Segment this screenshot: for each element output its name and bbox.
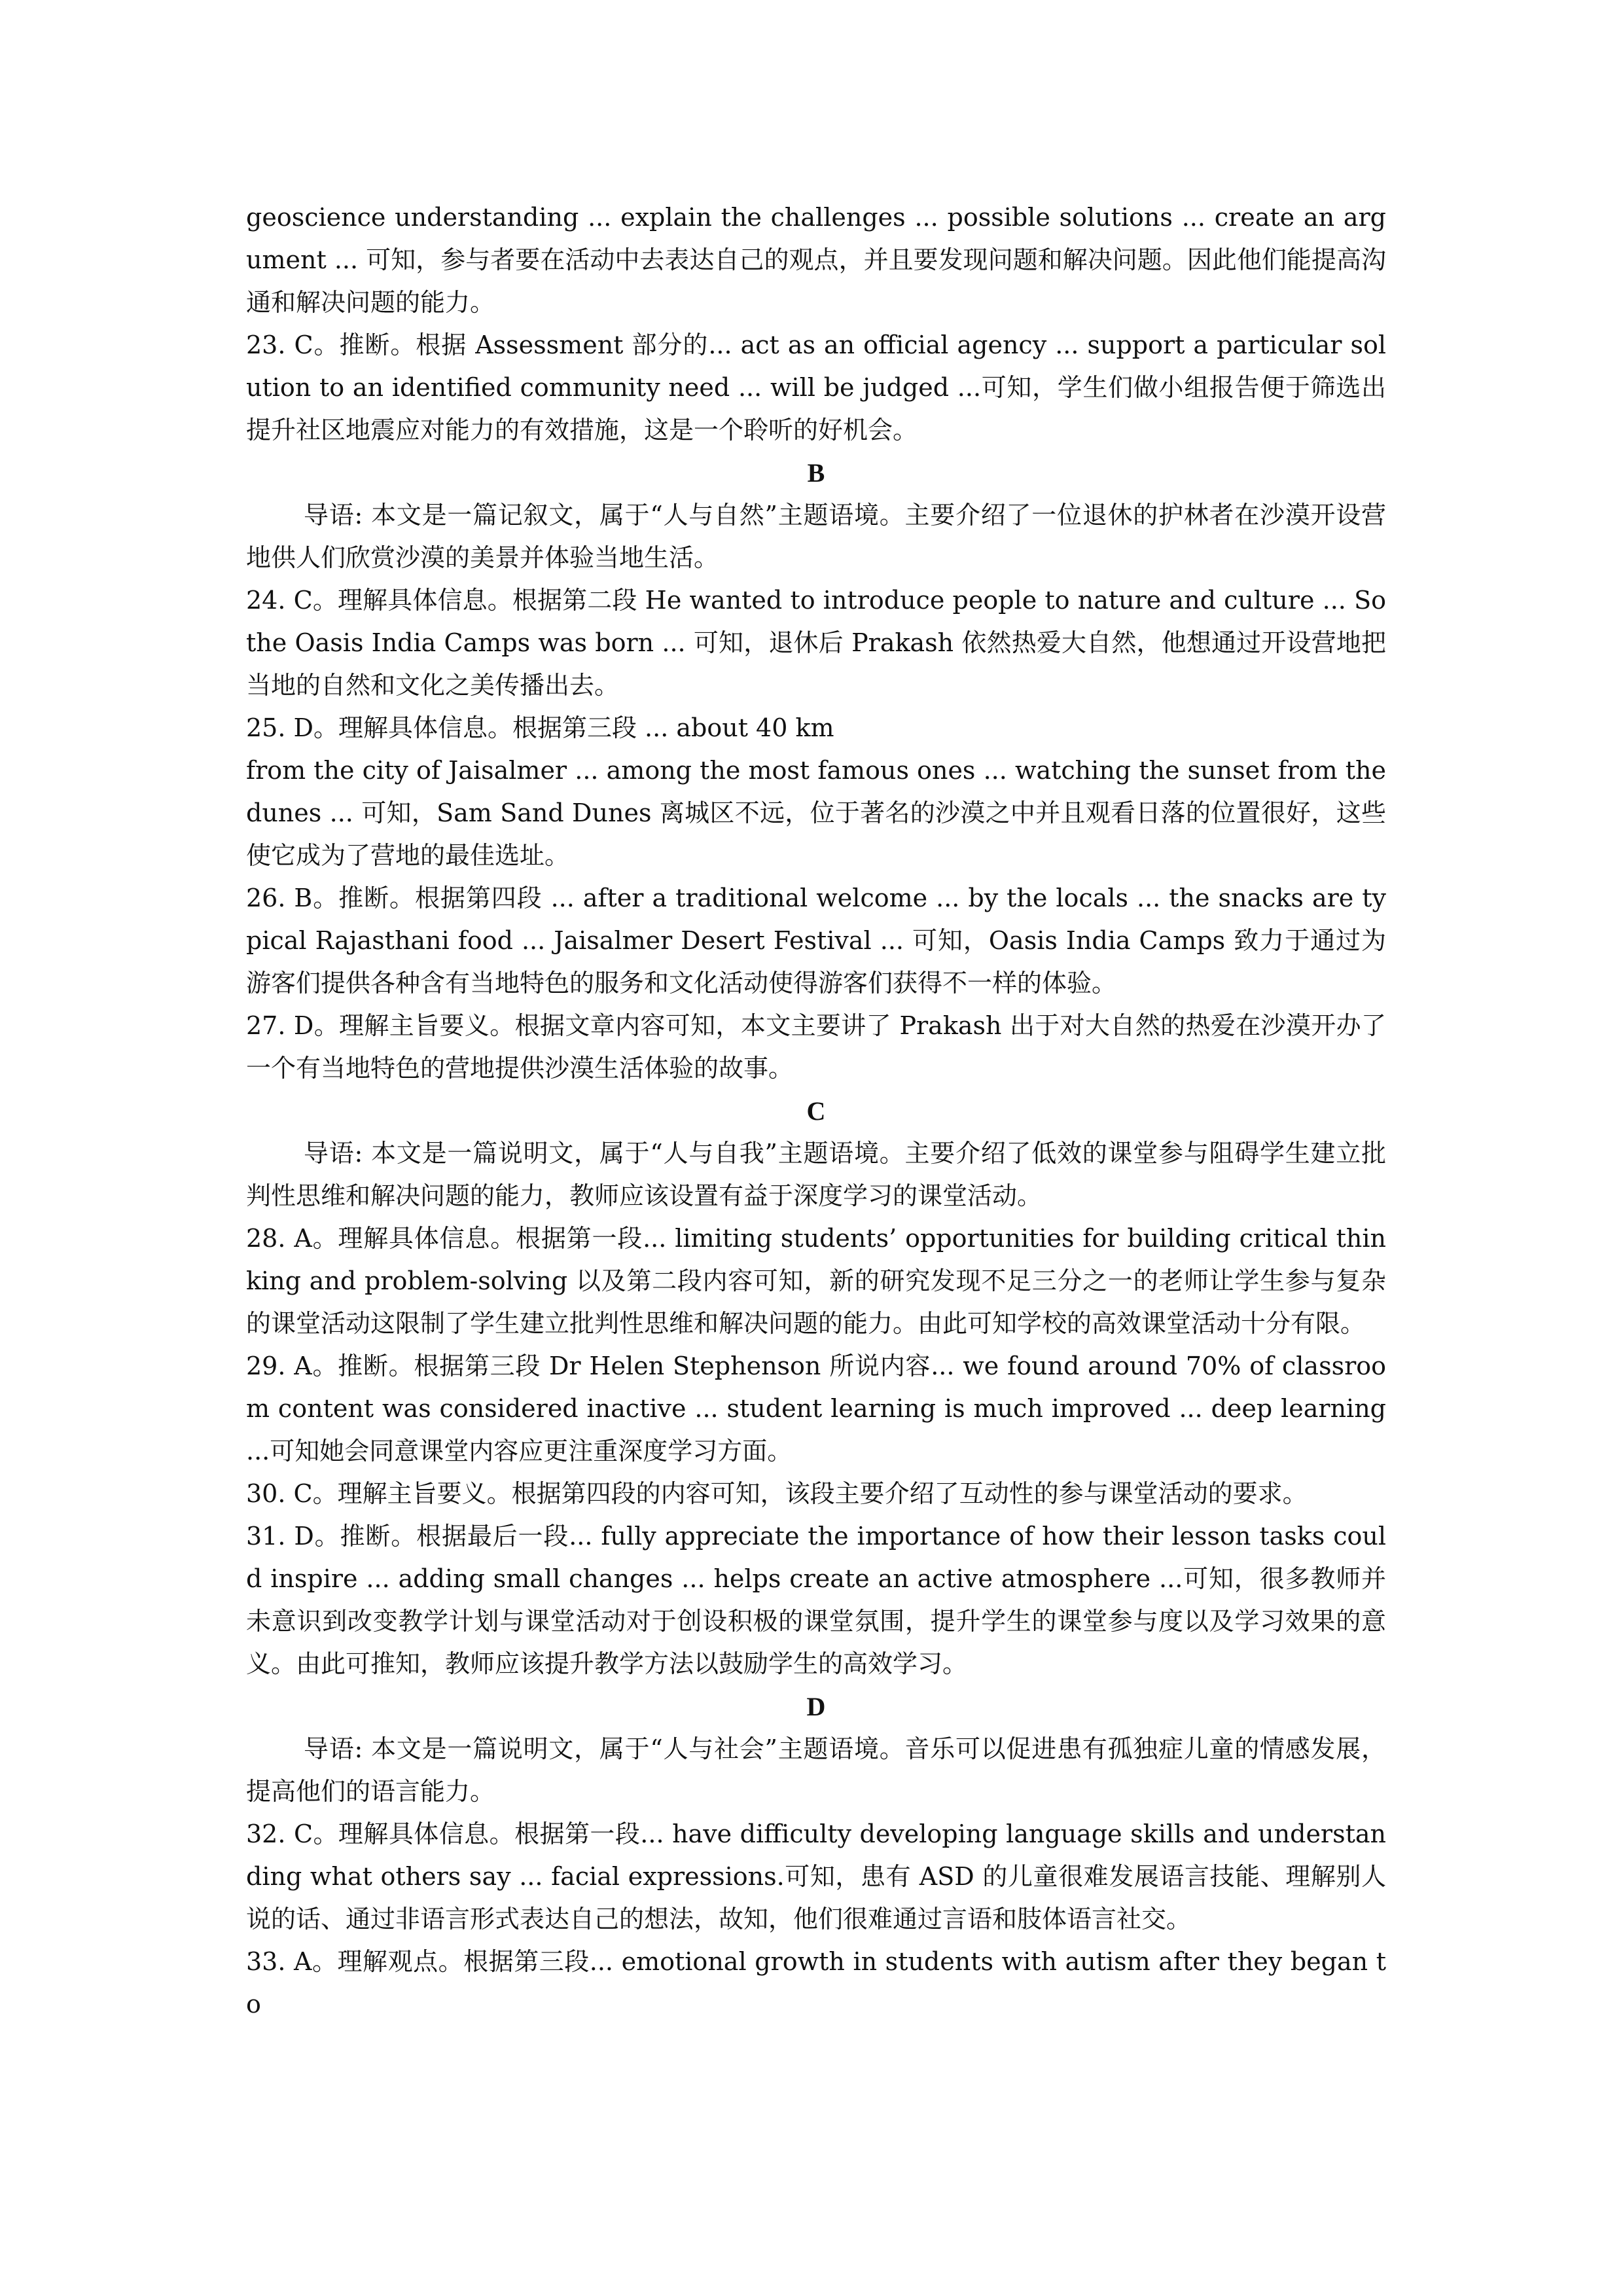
- answer-26: 26. B。推断。根据第四段 ... after a traditional welcome ... by the locals ... the snacks are typical Rajasthani food ... Jaisalmer Desert Festival ... 可知，Oasis India Camps 致力于通过为游客们提供各种含有当地特色的服务和文化活动使得游客们获得不一样的体验。: [246, 884, 1386, 997]
- intro-c: 导语: 本文是一篇说明文，属于“人与自我”主题语境。主要介绍了低效的课堂参与阻碍学生建立批判性思维和解决问题的能力，教师应该设置有益于深度学习的课堂活动。: [246, 1139, 1386, 1210]
- answer-29: 29. A。推断。根据第三段 Dr Helen Stephenson 所说内容... we found around 70% of classroom content was considered inactive ... student learning is much improved ... deep learning ...可知她会同意课堂内容应更注重深度学习方面。: [246, 1352, 1386, 1465]
- section-heading-d: D: [806, 1692, 826, 1721]
- answer-24: 24. C。理解具体信息。根据第二段 He wanted to introduce people to nature and culture ... So the Oasis India Camps was born ... 可知，退休后 Prakash 依然热爱大自然，他想通过开设营地把当地的自然和文化之美传播出去。: [246, 586, 1386, 700]
- answer-28: 28. A。理解具体信息。根据第一段... limiting students’ opportunities for building critical thinking and problem-solving 以及第二段内容可知，新的研究发现不足三分之一的老师让学生参与复杂的课堂活动这限制了学生建立批判性思维和解决问题的能力。由此可知学校的高效课堂活动十分有限。: [246, 1224, 1386, 1338]
- answer-25-continuation: from the city of Jaisalmer ... among the most famous ones ... watching the sunset from the dunes ... 可知，Sam Sand Dunes 离城区不远，位于著名的沙漠之中并且观看日落的位置很好，这些使它成为了营地的最佳选址。: [246, 756, 1386, 870]
- answer-25: 25. D。理解具体信息。根据第三段 ... about 40 km: [246, 713, 834, 742]
- paragraph-22-continuation: geoscience understanding ... explain the challenges ... possible solutions ... create an argument ... 可知，参与者要在活动中去表达自己的观点，并且要发现问题和解决问题。因此他们能提高沟通和解决问题的能力。: [246, 203, 1386, 317]
- answer-30: 30. C。理解主旨要义。根据第四段的内容可知，该段主要介绍了互动性的参与课堂活动的要求。: [246, 1479, 1308, 1508]
- answer-27: 27. D。理解主旨要义。根据文章内容可知，本文主要讲了 Prakash 出于对大自然的热爱在沙漠开办了一个有当地特色的营地提供沙漠生活体验的故事。: [246, 1011, 1386, 1083]
- answer-key-page: [246, 196, 1386, 2160]
- section-heading-c: C: [806, 1096, 826, 1126]
- intro-b: 导语: 本文是一篇记叙文，属于“人与自然”主题语境。主要介绍了一位退休的护林者在沙漠开设营地供人们欣赏沙漠的美景并体验当地生活。: [246, 501, 1386, 572]
- answer-33: 33. A。理解观点。根据第三段... emotional growth in students with autism after they began to: [246, 1947, 1386, 2018]
- answer-31: 31. D。推断。根据最后一段... fully appreciate the importance of how their lesson tasks could inspire ... adding small changes ... helps create an active atmosphere ...可知，很多教师并未意识到改变教学计划与课堂活动对于创设积极的课堂氛围，提升学生的课堂参与度以及学习效果的意义。由此可推知，教师应该提升教学方法以鼓励学生的高效学习。: [246, 1522, 1386, 1678]
- intro-d: 导语: 本文是一篇说明文，属于“人与社会”主题语境。音乐可以促进患有孤独症儿童的情感发展，提高他们的语言能力。: [246, 1734, 1386, 1806]
- section-heading-b: B: [807, 458, 825, 488]
- answer-23: 23. C。推断。根据 Assessment 部分的... act as an official agency ... support a particular solution to an identified community need ... will be judged ...可知，学生们做小组报告便于筛选出提升社区地震应对能力的有效措施，这是一个聆听的好机会。: [246, 331, 1386, 444]
- answer-32: 32. C。理解具体信息。根据第一段... have difficulty developing language skills and understanding what others say ... facial expressions.可知，患有 ASD 的儿童很难发展语言技能、理解别人说的话、通过非语言形式表达自己的想法，故知，他们很难通过言语和肢体语言社交。: [246, 1820, 1386, 1933]
